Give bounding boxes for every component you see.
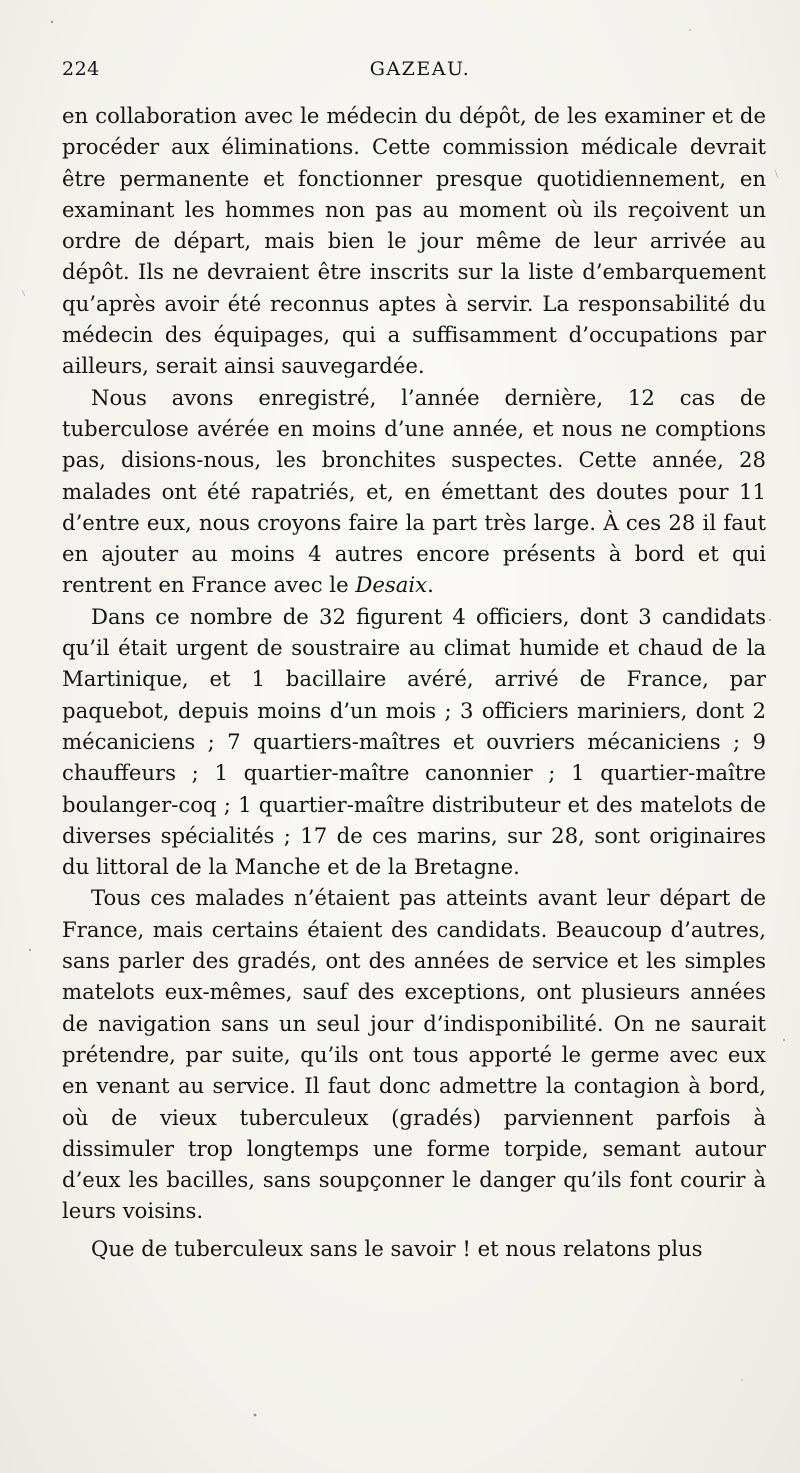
paragraph-text: Que de tuberculeux sans le savoir ! et nous relatons plus: [91, 1235, 703, 1261]
paragraph-text: Tous ces malades n’étaient pas atteints avant leur départ de France, mais certains étaient des candidats. Beaucoup d’autres, sans parler des gradés, ont des années de service et les simples matelots eux-mêmes, sauf des exceptions, ont plusieurs années de navigation sans un seul jour d’indisponibilité. On ne saurait prétendre, par suite, qu’ils ont tous apporté le germe avec eux en venant au service. Il faut donc admettre la contagion à bord, où de vieux tuberculeux (gradés) parviennent parfois à dissimuler trop longtemps une forme torpide, semant autour d’eux les bacilles, sans soupçonner le danger qu’ils font courir à leurs voisins.: [62, 885, 766, 1224]
paragraph-5: [62, 1233, 766, 1264]
running-head: GAZEAU.: [369, 58, 471, 80]
paragraph-text-end: .: [427, 572, 434, 598]
paragraph-4: [62, 882, 766, 1226]
paragraph-2: [62, 382, 766, 601]
text-body: [62, 100, 766, 1264]
ship-name: Desaix: [355, 572, 428, 598]
page-header: [62, 58, 768, 88]
paragraph-3: [62, 601, 766, 883]
paragraph-text: Dans ce nombre de 32 figurent 4 officiers, dont 3 candidats qu’il était urgent de soustraire au climat humide et chaud de la Martinique, et 1 bacillaire avéré, arrivé de France, par paquebot, depuis moins d’un mois ; 3 officiers mariniers, dont 2 mécaniciens ; 7 quartiers-maîtres et ouvriers mécaniciens ; 9 chauffeurs ; 1 quartier-maître canonnier ; 1 quartier-maître boulanger-coq ; 1 quartier-maître distributeur et des matelots de diverses spécialités ; 17 de ces marins, sur 28, sont originaires du littoral de la Manche et de la Bretagne.: [62, 603, 766, 880]
page-number: 224: [62, 58, 100, 80]
paragraph-1: [62, 100, 766, 382]
paragraph-text: Nous avons enregistré, l’année dernière, 12 cas de tuberculose avérée en moins d’une année, et nous ne comptions pas, disions-nous, les bronchites suspectes. Cette année, 28 malades ont été rapatriés, et, en émettant des doutes pour 11 d’entre eux, nous croyons faire la part très large. À ces 28 il faut en ajouter au moins 4 autres encore présents à bord et qui rentrent en France avec le: [62, 384, 766, 598]
paragraph-text: en collaboration avec le médecin du dépôt, de les examiner et de procéder aux éliminations. Cette commission médicale devrait être permanente et fonctionner presque quotidiennement, en examinant les hommes non pas au moment où ils reçoivent un ordre de départ, mais bien le jour même de leur arrivée au dépôt. Ils ne devraient être inscrits sur la liste d’embarquement qu’après avoir été reconnus aptes à servir. La responsabilité du médecin des équipages, qui a suffisamment d’occupations par ailleurs, serait ainsi sauvegardée.: [62, 103, 766, 379]
